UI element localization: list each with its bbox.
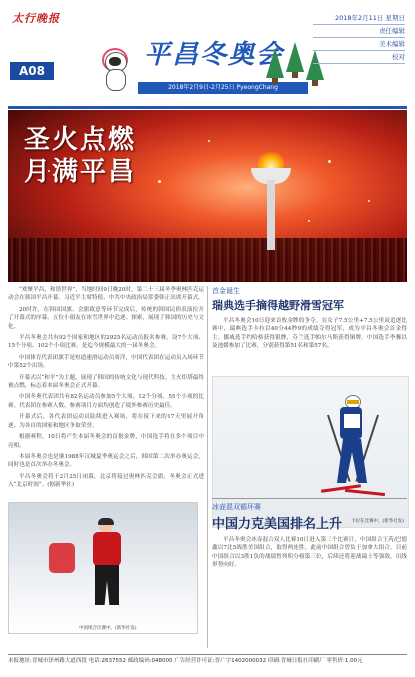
date-range: 2018年2月9日-2月25日 PyeongChang	[138, 82, 308, 94]
hero-headline-line1: 圣火点燃	[24, 125, 137, 155]
article-paragraph: 20时许，在韩国国旗、会旗致意等环节完成后，传统的韩国民俗表演拉开了开幕式的序幕。五位小朋友在冰雪世界中追逐、探索，展现了韩国的历史与文化。	[8, 306, 204, 330]
art-editor: 美术编辑	[313, 38, 405, 51]
article-paragraph: 中国体育代表团旗手是短道速滑运动员周洋，中国代表团在运动员入场环节中第52个出场。	[8, 354, 204, 370]
curling-photo-caption: 中国组合比赛中。(新华社发)	[79, 626, 137, 631]
page-number: A08	[10, 62, 54, 80]
section-rule	[212, 498, 407, 499]
ski-kicker: 首金诞生	[212, 287, 240, 295]
article-paragraph: 开幕式后，各代表团运动员陆续进入赛场，将在接下来的17天里展开角逐，为各自的国家和地区争取荣誉。	[8, 414, 204, 429]
curling-body: 平昌冬奥会冰壶混合双人比赛10日进入第三个比赛日，中国组合王芮/巴德鑫以7比5战胜美国组合，取得两连胜。此前中国组合曾负于加拿大组合。目前中国组合以3胜1负的战绩暂列积分榜第三位，后续还将迎战瑞士等强敌，出线形势向好。	[212, 537, 407, 569]
proofreader: 校对	[313, 51, 405, 64]
footer: 本报地址:晋城市泽州路大道西段 电话:2637552 邮政编码:048000 广告经营许可证:晋广字1402000032 印刷:晋城日报社印刷厂 零售价:1.00元	[8, 654, 407, 667]
section-title: 平昌冬奥会	[144, 40, 285, 70]
curler-figure	[89, 519, 125, 609]
hero-headline-line2: 月满平昌	[24, 157, 137, 187]
stadium-crowd	[8, 238, 407, 282]
article-paragraph: 平昌冬奥会将于2月25日闭幕，北京将接过奥林匹克会旗，冬奥会正式进入“北京时间”。(据新华社)	[8, 473, 204, 489]
skier-photo-caption: 卡拉在比赛中。(新华社发)	[350, 519, 404, 524]
paper-name: 太行晚报	[12, 12, 60, 25]
ski-headline: 瑞典选手摘得越野滑雪冠军	[212, 299, 344, 312]
curling-kicker: 冰壶混双循环赛	[212, 503, 261, 511]
curling-photo	[8, 502, 198, 634]
curling-headline: 中国力克美国排名上升	[212, 517, 343, 532]
torch-cauldron-icon	[246, 150, 296, 250]
curling-article	[212, 502, 407, 570]
article-paragraph: 平昌冬奥会共有92个国家和地区的2925名运动员报名参赛，设7个大项、15个分项、102个小项比赛，是迄今规模最大的一届冬奥会。	[8, 335, 204, 350]
article-paragraph: 本届冬奥会也是继1988年汉城夏季奥运会之后，韩国第二次举办奥运会，同时也是首次举办冬奥会。	[8, 453, 204, 469]
column-divider	[207, 286, 208, 648]
article-paragraph: 根据赛程，10日将产生本届冬奥会的首批金牌，中国选手将在多个项目中亮相。	[8, 434, 204, 449]
hero-photo	[8, 110, 407, 282]
article-paragraph: 中国冬奥代表团共有82名运动员参加5个大项、12个分项、55个小项的比赛。代表团在参赛人数、参赛项目方面均创造了境外参赛历史最佳。	[8, 394, 204, 409]
masthead	[8, 6, 407, 106]
opening-ceremony-article	[8, 286, 204, 646]
article-paragraph: “欢聚平昌，和谐世界”，当地时间9日晚20时，第二十三届冬季奥林匹克运动会在韩国平昌开幕。习近平主席特使、中共中央政治局常委韩正出席开幕式。	[8, 287, 204, 302]
issue-date: 2018年2月11日 星期日	[313, 12, 405, 25]
mascot-icon	[100, 52, 130, 92]
article-paragraph: 开幕式以“和平”为主题，展现了韩国的传统文化与现代科技。主火炬塔最终被点燃，标志着本届冬奥会正式开幕。	[8, 374, 204, 390]
hero-headline	[24, 124, 136, 188]
skier-figure	[323, 395, 383, 505]
ski-body: 平昌冬奥会10日迎来首枚金牌的争夺。在女子7.5公里+7.5公里双追逐比赛中，瑞典选手卡拉以40分44秒9的成绩夺得冠军，成为平昌冬奥会首金得主。挪威选手约哈格获得银牌，芬兰选手帕尔马斯获得铜牌。中国选手李馨以及池媛参加了比赛，分别获得第51名和第57名。	[212, 318, 407, 350]
ski-article	[212, 286, 407, 646]
issue-meta	[313, 12, 405, 64]
masthead-rule	[8, 106, 407, 109]
editor: 责任编辑	[313, 25, 405, 38]
